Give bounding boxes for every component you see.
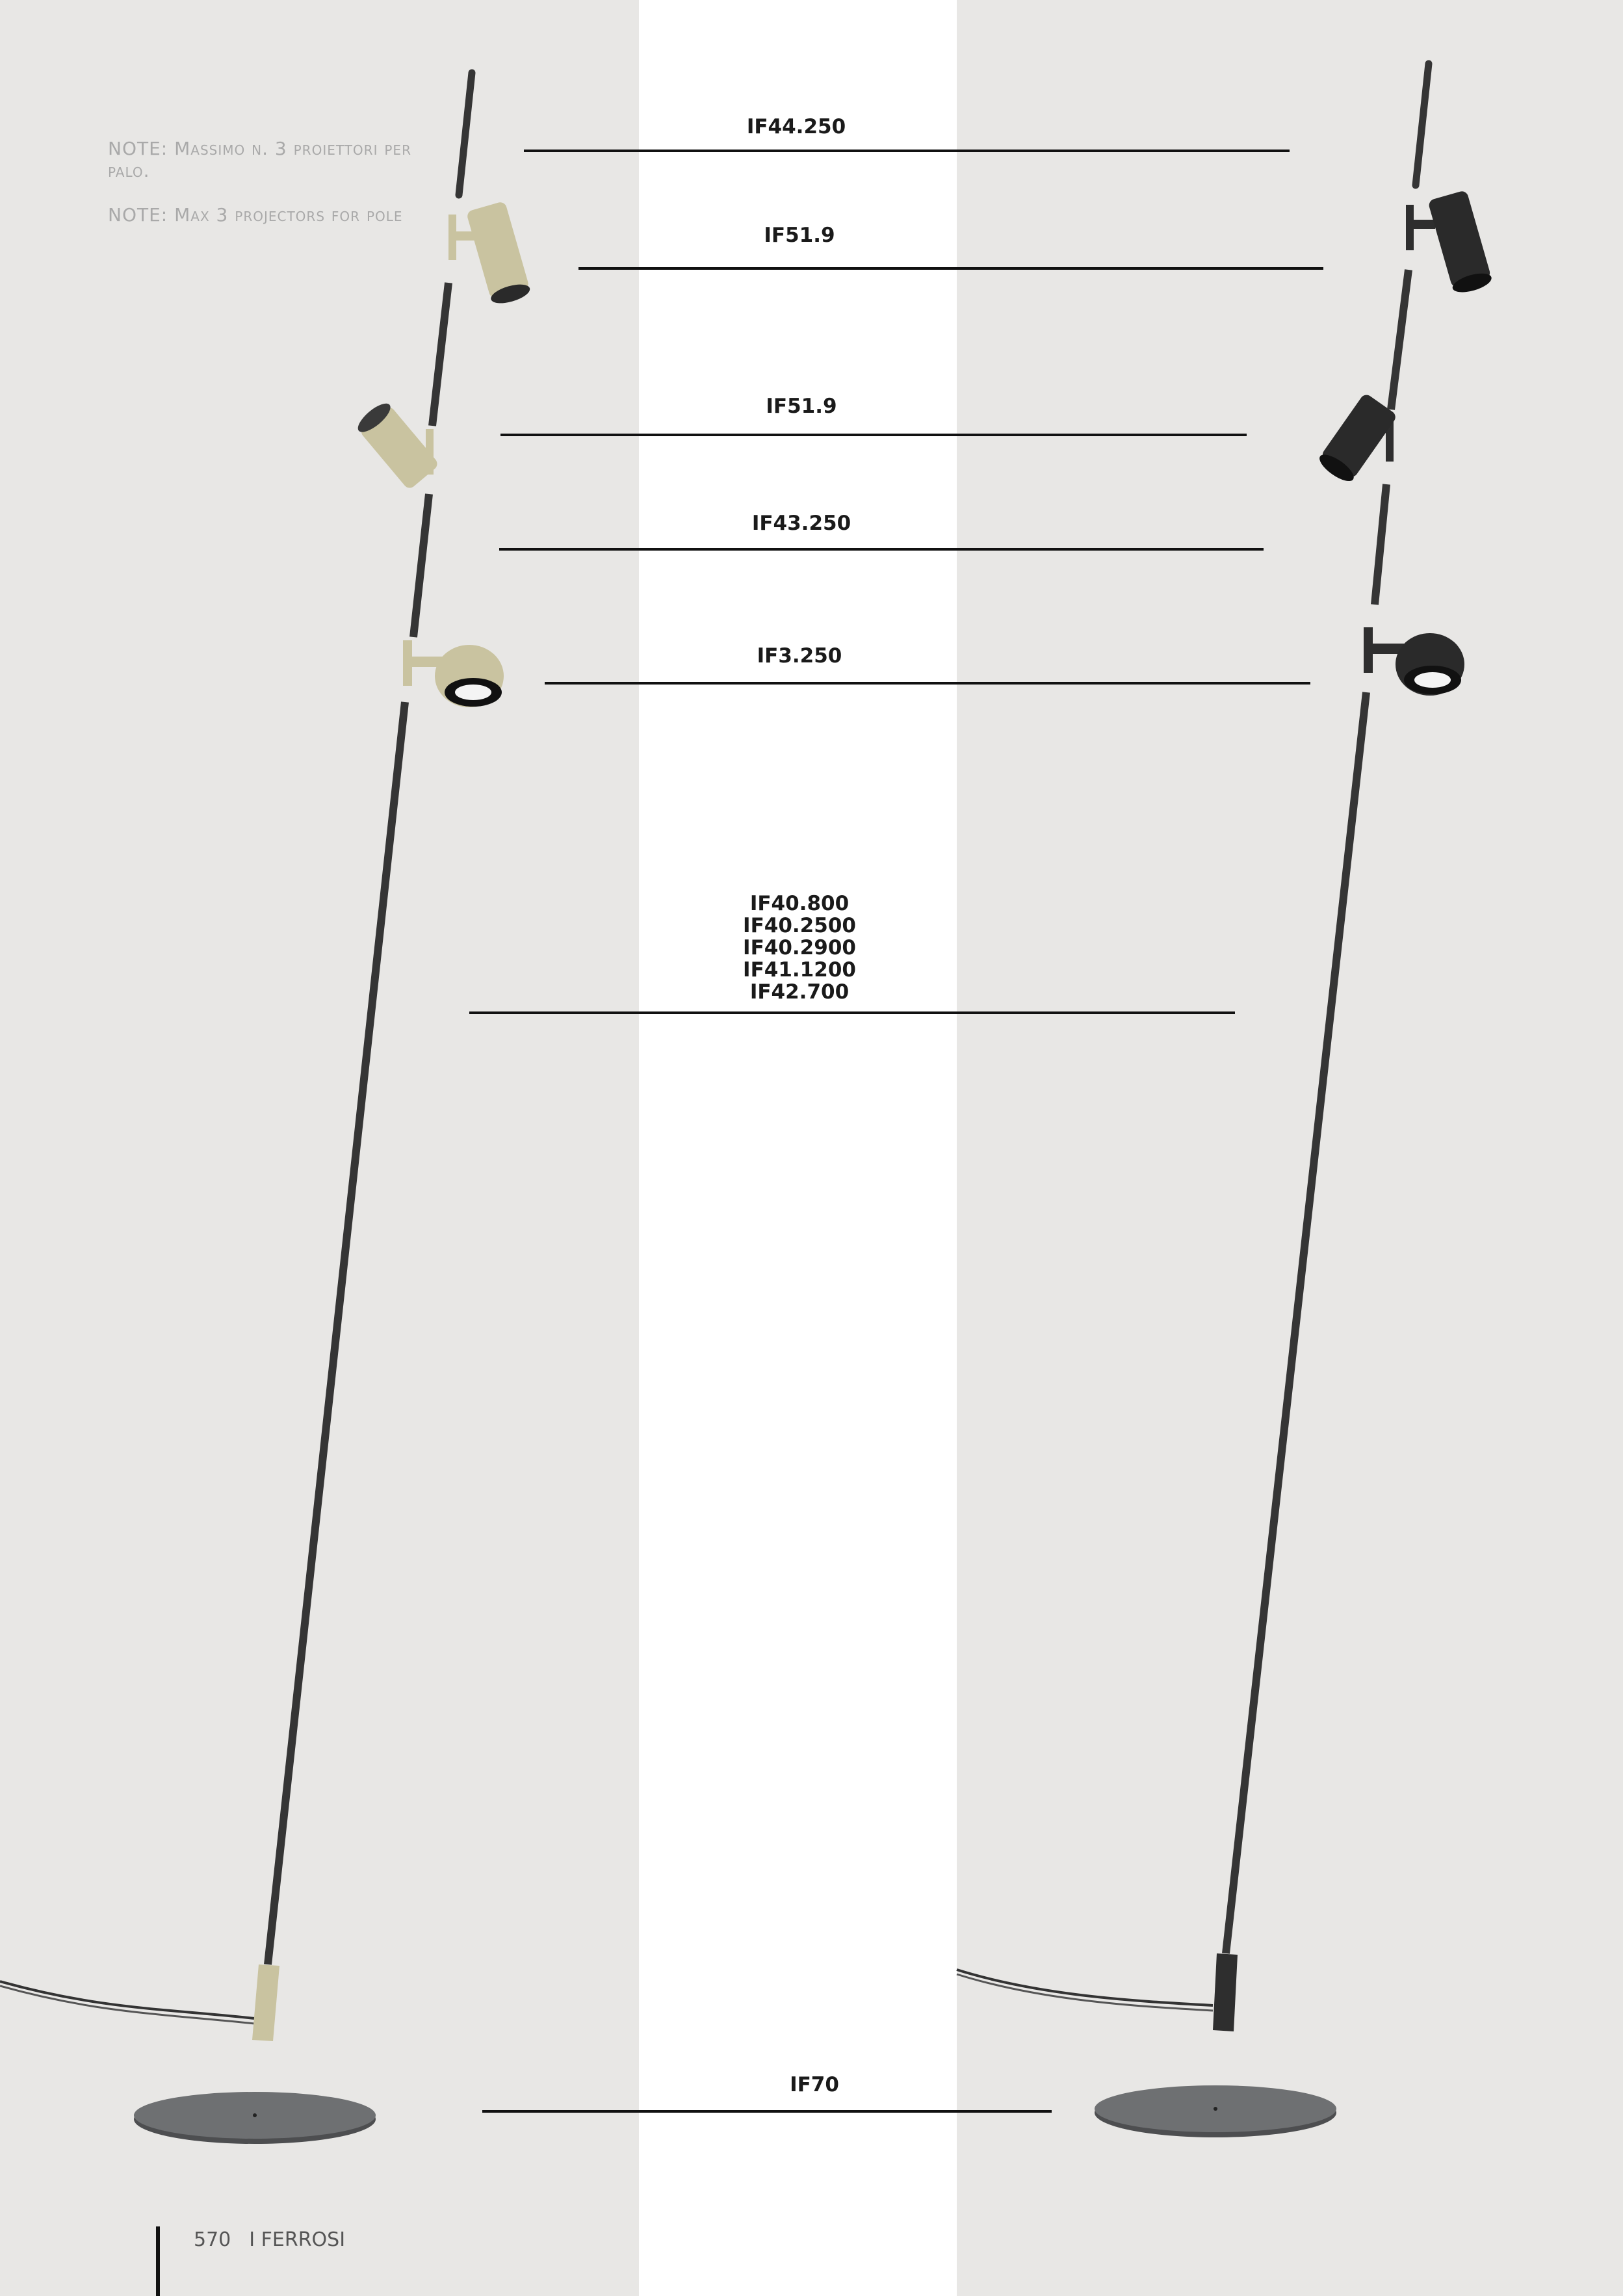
label-if3-250: IF3.250 xyxy=(757,644,842,668)
note-italian: NOTE: Massimo n. 3 proiettori per palo. xyxy=(108,138,411,181)
lamp-right-black xyxy=(957,64,1494,2137)
leader-line-if3-250 xyxy=(545,682,1310,685)
label-if40-2900: IF40.2900 xyxy=(743,936,856,959)
label-if70: IF70 xyxy=(790,2073,839,2096)
label-if42-700: IF42.700 xyxy=(749,980,850,1004)
label-if51-9-upper: IF51.9 xyxy=(764,224,835,247)
label-if41-1200: IF41.1200 xyxy=(743,958,856,982)
label-if44-250: IF44.250 xyxy=(746,115,846,138)
page-number: 570 xyxy=(194,2228,231,2251)
leader-line-if44-250 xyxy=(524,150,1290,152)
lamp-pole-right xyxy=(1226,692,1366,1953)
label-if43-250: IF43.250 xyxy=(751,512,851,535)
label-if40-800: IF40.800 xyxy=(749,892,850,915)
lamp-top-segment-left xyxy=(459,73,472,195)
leader-line-poles xyxy=(469,1011,1235,1014)
lamp-foot-right xyxy=(1213,1953,1238,2031)
lamp-foot-left xyxy=(252,1964,279,2041)
section-title: I FERROSI xyxy=(249,2228,346,2251)
leader-line-if70 xyxy=(482,2110,1052,2113)
leader-line-if51-9-upper xyxy=(578,267,1323,270)
leader-line-if51-9-lower xyxy=(500,434,1247,436)
lamp-pole-left xyxy=(268,702,405,1964)
label-group-poles xyxy=(692,893,907,1003)
label-if51-9-lower: IF51.9 xyxy=(766,395,837,418)
label-if40-2500: IF40.2500 xyxy=(743,914,856,937)
leader-line-if43-250 xyxy=(499,548,1264,551)
lamp-top-segment-right xyxy=(1416,64,1429,185)
lamp-left-champagne xyxy=(0,73,532,2144)
footer xyxy=(194,2228,363,2251)
note-english: NOTE: Max 3 projectors for pole xyxy=(108,204,403,226)
footer-bar xyxy=(156,2226,160,2296)
